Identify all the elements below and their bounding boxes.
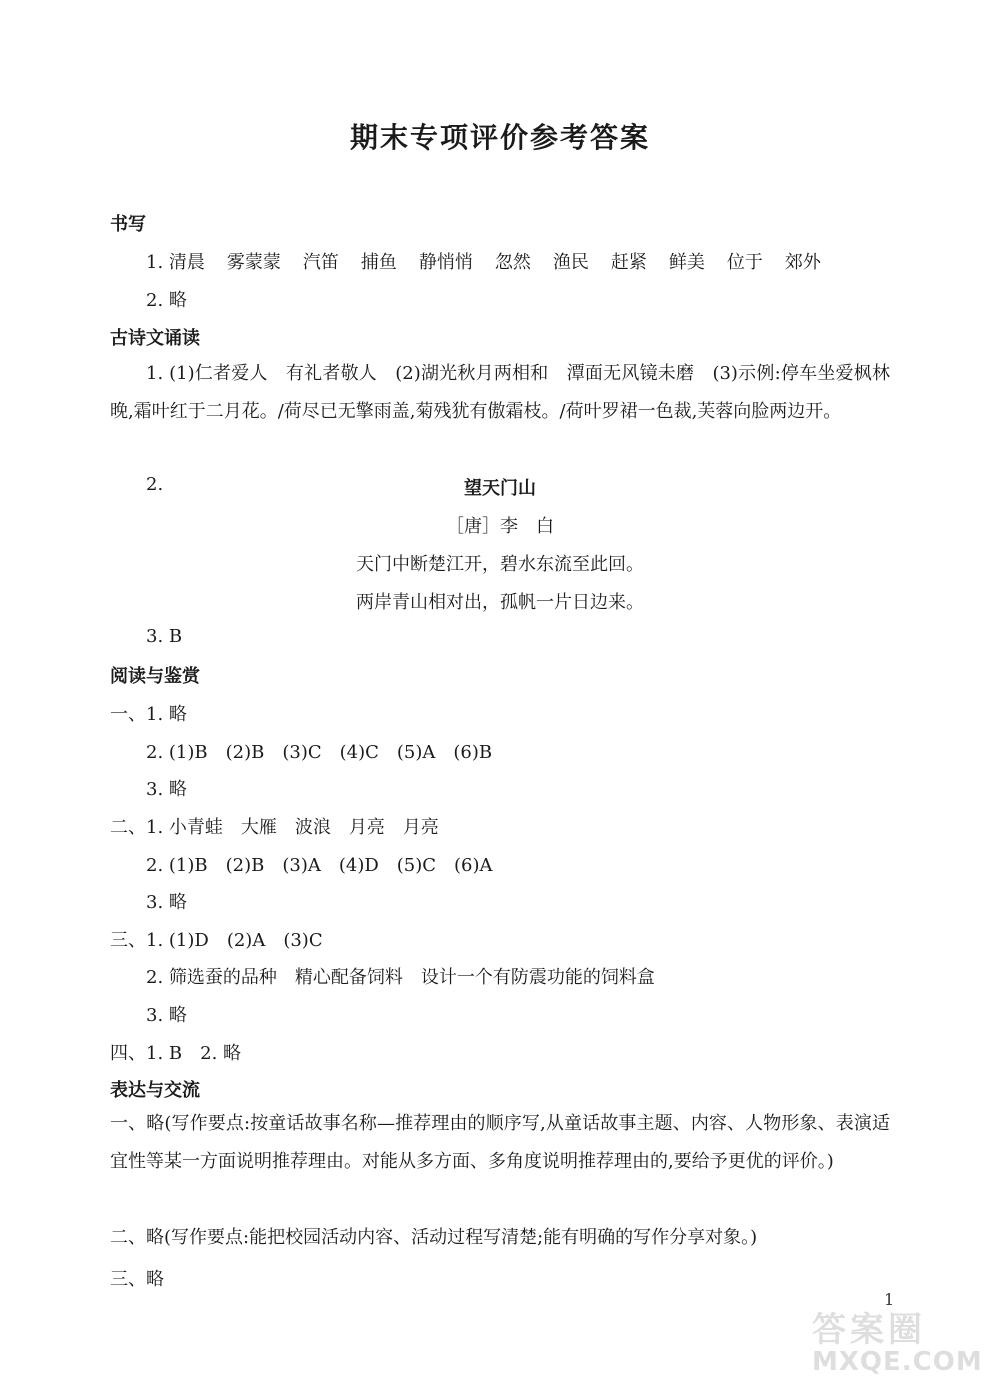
- watermark-bottom-text: MXQE.COM: [812, 1347, 983, 1377]
- writing-word: 郊外: [784, 252, 821, 273]
- writing-word: 位于: [726, 252, 763, 273]
- reading-part3-q1: 三、1. (1)D (2)A (3)C: [110, 930, 323, 951]
- section-heading-reading: 阅读与鉴赏: [110, 666, 200, 687]
- reading-part3-q3: 3. 略: [146, 1005, 187, 1026]
- writing-q2: 2. 略: [146, 290, 187, 311]
- writing-q1-words: [146, 248, 843, 274]
- poem-line-1: 天门中断楚江开，碧水东流至此回。: [356, 554, 644, 575]
- reading-part2-q3: 3. 略: [146, 892, 187, 913]
- poem-line-2: 两岸青山相对出，孤帆一片日边来。: [356, 592, 644, 613]
- reading-part1-q3: 3. 略: [146, 779, 187, 800]
- reading-part1-q1: 一、1. 略: [110, 704, 187, 725]
- poetry-q2-number: 2.: [146, 474, 164, 495]
- poetry-q1-text: 1. (1)仁者爱人 有礼者敬人 (2)湖光秋月两相和 潭面无风镜未磨 (3)示例:停车坐爱枫林晚,霜叶红于二月花。/荷尽已无擎雨盖,菊残犹有傲霜枝。/荷叶罗裙一色裁,芙蓉向脸两边开。: [110, 363, 890, 422]
- page-title: 期末专项评价参考答案: [349, 121, 650, 154]
- poetry-q3: 3. B: [146, 626, 183, 647]
- poem-title: 望天门山: [464, 478, 536, 499]
- expression-item-3: 三、略: [110, 1269, 164, 1290]
- writing-word: 鲜美: [668, 252, 705, 273]
- reading-part2-q1: 二、1. 小青蛙 大雁 波浪 月亮 月亮: [110, 817, 439, 838]
- section-heading-expression: 表达与交流: [110, 1080, 200, 1101]
- writing-word: 雾蒙蒙: [226, 252, 281, 273]
- section-heading-poetry: 古诗文诵读: [110, 328, 200, 349]
- writing-word: 汽笛: [302, 252, 339, 273]
- writing-word: 赶紧: [610, 252, 647, 273]
- poetry-q1: [110, 355, 890, 431]
- poem-author: ［唐］李 白: [446, 516, 554, 537]
- writing-word: 忽然: [494, 252, 531, 273]
- reading-part3-q2: 2. 筛选蚕的品种 精心配备饲料 设计一个有防震功能的饲料盒: [146, 967, 655, 988]
- writing-word: 静悄悄: [418, 252, 473, 273]
- expression-item-1: 一、略(写作要点:按童话故事名称—推荐理由的顺序写,从童话故事主题、内容、人物形象、表演适宜性等某一方面说明推荐理由。对能从多方面、多角度说明推荐理由的,要给予更优的评价。): [110, 1113, 890, 1172]
- watermark-top-text: 答案圈: [812, 1310, 926, 1350]
- reading-part2-q2: 2. (1)B (2)B (3)A (4)D (5)C (6)A: [146, 855, 493, 876]
- watermark-logo: [812, 1302, 992, 1388]
- section-heading-writing: 书写: [110, 214, 146, 235]
- writing-word: 捕鱼: [360, 252, 397, 273]
- page-number: 1: [884, 1290, 895, 1309]
- reading-part1-q2: 2. (1)B (2)B (3)C (4)C (5)A (6)B: [146, 742, 493, 763]
- writing-word: 渔民: [552, 252, 589, 273]
- writing-word: 1. 清晨: [146, 252, 205, 273]
- expression-item-2: 二、略(写作要点:能把校园活动内容、活动过程写清楚;能有明确的写作分享对象。): [110, 1227, 758, 1248]
- reading-part4: 四、1. B 2. 略: [110, 1043, 242, 1064]
